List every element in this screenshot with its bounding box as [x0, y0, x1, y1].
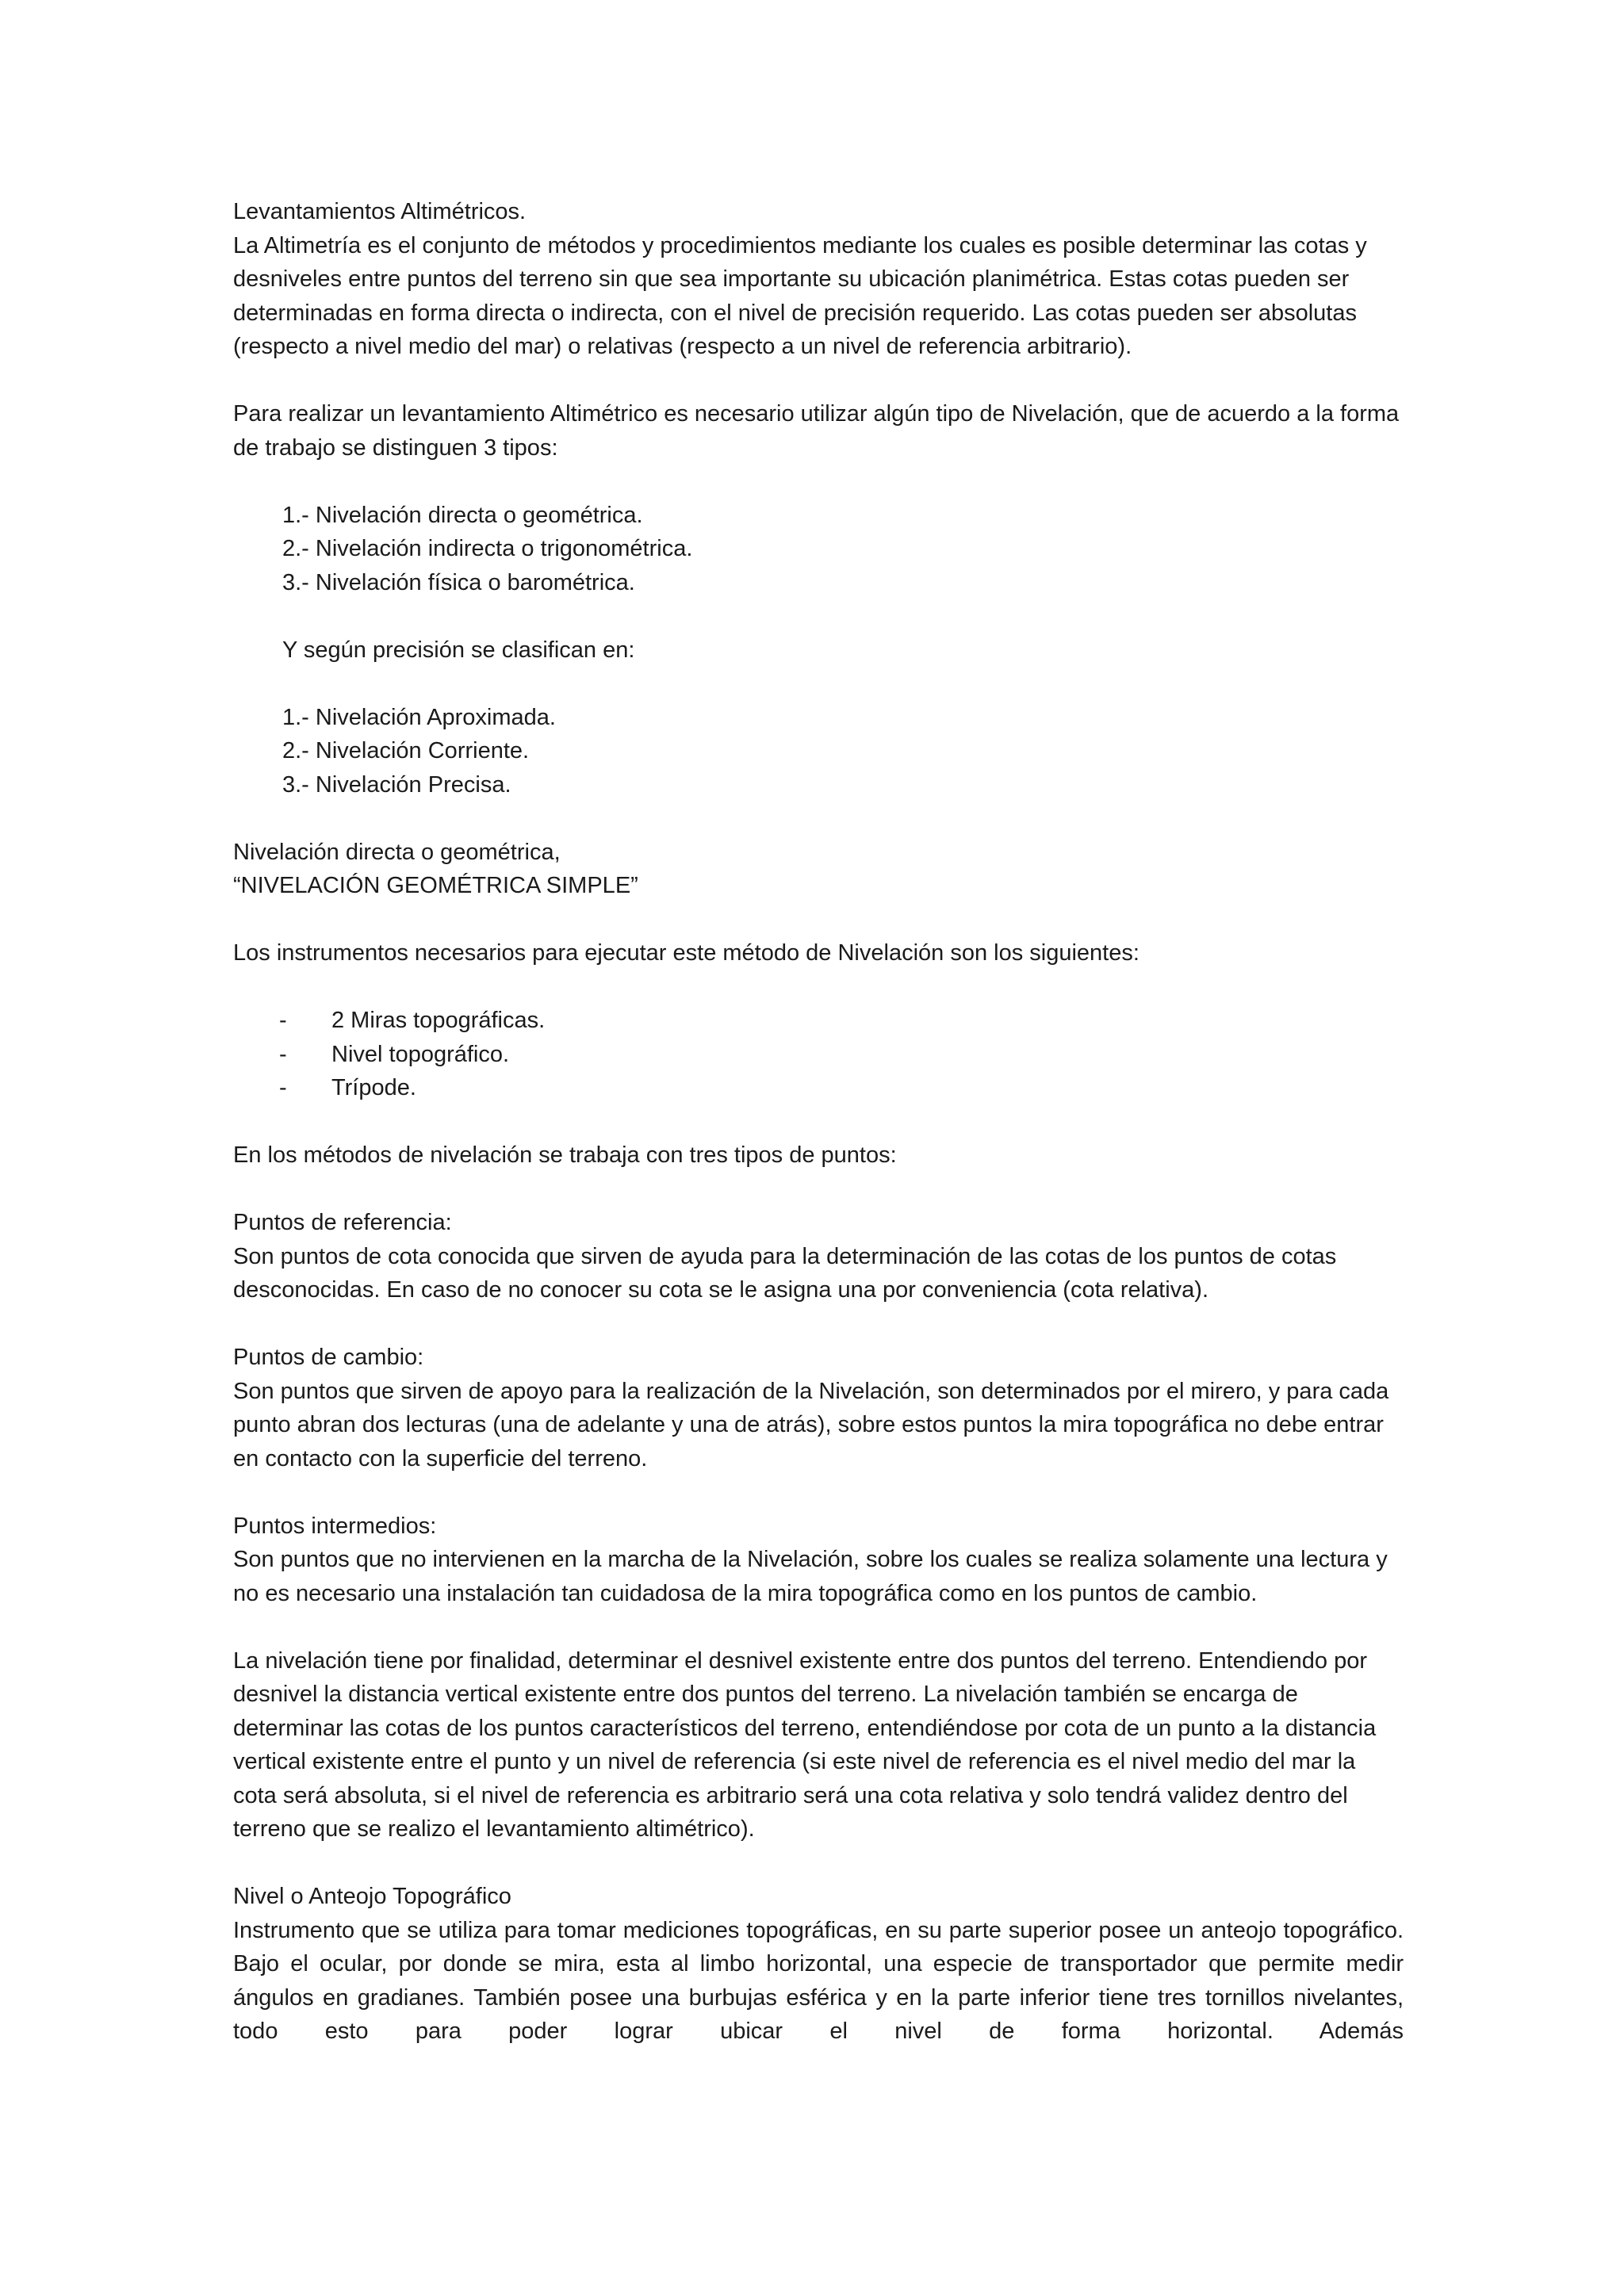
list-item-text: Nivel topográfico.	[331, 1041, 510, 1067]
intermediate-points-heading: Puntos intermedios:	[233, 1513, 437, 1539]
leveling-purpose-paragraph: La nivelación tiene por finalidad, determinar el desnivel existente entre dos puntos del terreno. Entendiendo por desnivel la distancia vertical existente entre dos puntos del terreno. La nivelación también se encarga de determinar las cotas de los puntos característicos del terreno, entendiéndose por cota de un punto a la distancia vertical existente entre el punto y un nivel de referencia (si este nivel de referencia es el nivel medio del mar la cota será absoluta, si el nivel de referencia es arbitrario será una cota relativa y solo tendrá validez dentro del terreno que se realizo el levantamiento altimétrico).	[233, 1647, 1377, 1842]
list-item-text: 2 Miras topográficas.	[331, 1008, 546, 1033]
simple-geometric-leveling-subheading: “NIVELACIÓN GEOMÉTRICA SIMPLE”	[233, 873, 638, 898]
precision-types-list	[233, 701, 1404, 802]
direct-leveling-heading: Nivelación directa o geométrica,	[233, 839, 561, 865]
list-item: 2.- Nivelación Corriente.	[282, 738, 530, 763]
list-item: 2.- Nivelación indirecta o trigonométrica.	[282, 536, 693, 561]
document-title: Levantamientos Altimétricos.	[233, 199, 527, 224]
dash-bullet: -	[279, 1041, 287, 1067]
level-instrument-text: Instrumento que se utiliza para tomar mediciones topográficas, en su parte superior posee un anteojo topográfico. Bajo el ocular, por donde se mira, esta al limbo horizontal, una especie de transportador que permite medir ángulos en gradianes. También posee una burbujas esférica y en la parte inferior tiene tres tornillos nivelantes, todo esto para poder lograr ubicar el nivel de forma horizontal. Además	[233, 1917, 1404, 2044]
leveling-intro-paragraph: Para realizar un levantamiento Altimétrico es necesario utilizar algún tipo de Nivelación, que de acuerdo a la forma de trabajo se distinguen 3 tipos:	[233, 401, 1400, 461]
points-intro: En los métodos de nivelación se trabaja con tres tipos de puntos:	[233, 1142, 897, 1168]
leveling-types-list	[233, 499, 1404, 600]
change-points-heading: Puntos de cambio:	[233, 1345, 424, 1370]
change-points-text: Son puntos que sirven de apoyo para la realización de la Nivelación, son determinados por el mirero, y para cada punto abran dos lecturas (una de adelante y una de atrás), sobre estos puntos la mira topográfica no debe entrar en contacto con la superficie del terreno.	[233, 1378, 1389, 1471]
list-item	[233, 1038, 1404, 1072]
reference-points-text: Son puntos de cota conocida que sirven de ayuda para la determinación de las cotas de los puntos de cotas desconocidas. En caso de no conocer su cota se le asigna una por conveniencia (cota relativa).	[233, 1243, 1337, 1303]
list-item: 1.- Nivelación directa o geométrica.	[282, 502, 643, 528]
precision-intro: Y según precisión se clasifican en:	[282, 637, 635, 663]
dash-bullet: -	[279, 1008, 287, 1033]
list-item	[233, 1071, 1404, 1105]
instruments-intro: Los instrumentos necesarios para ejecutar este método de Nivelación son los siguientes:	[233, 940, 1139, 966]
reference-points-heading: Puntos de referencia:	[233, 1210, 452, 1235]
list-item-text: Trípode.	[331, 1075, 416, 1100]
dash-bullet: -	[279, 1075, 287, 1100]
intro-paragraph: La Altimetría es el conjunto de métodos y procedimientos mediante los cuales es posible determinar las cotas y desniveles entre puntos del terreno sin que sea importante su ubicación planimétrica. Estas cotas pueden ser determinadas en forma directa o indirecta, con el nivel de precisión requerido. Las cotas pueden ser absolutas (respecto a nivel medio del mar) o relativas (respecto a un nivel de referencia arbitrario).	[233, 232, 1367, 359]
list-item: 3.- Nivelación física o barométrica.	[282, 569, 635, 595]
list-item	[233, 1004, 1404, 1038]
list-item: 1.- Nivelación Aproximada.	[282, 704, 556, 730]
document-page	[233, 195, 1404, 2049]
instruments-list	[233, 1004, 1404, 1105]
list-item: 3.- Nivelación Precisa.	[282, 771, 511, 798]
level-instrument-heading: Nivel o Anteojo Topográfico	[233, 1884, 511, 1909]
intermediate-points-text: Son puntos que no intervienen en la marcha de la Nivelación, sobre los cuales se realiza solamente una lectura y no es necesario una instalación tan cuidadosa de la mira topográfica como en los puntos de cambio.	[233, 1547, 1388, 1606]
